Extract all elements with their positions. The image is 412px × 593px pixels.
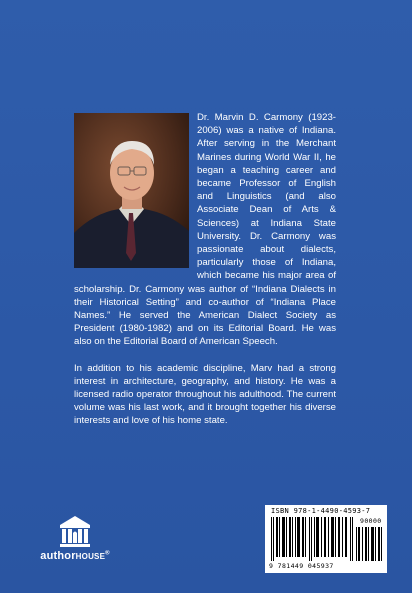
ean-barcode-bars [271, 517, 353, 561]
author-photo [74, 113, 189, 268]
publisher-name-prefix: author [40, 550, 76, 562]
price-code-digits: 90000 [360, 517, 382, 525]
isbn-barcode [265, 505, 387, 573]
barcode-digits: 9 781449 045937 [269, 562, 334, 570]
registered-mark: ® [105, 550, 110, 557]
author-portrait-image [74, 113, 189, 268]
publisher-logo [30, 514, 120, 576]
publisher-name [30, 550, 120, 562]
publisher-name-suffix: HOUSE [75, 552, 106, 561]
bio-paragraph-1: Dr. Marvin D. Carmony (1923-2006) was a native of Indiana. After serving in the Merchant Marines during World War II, he began a teaching career and became Professor of English and Linguistics (and also Associate Dean of Arts & Sciences) at Indiana State University. Dr. Carmony was passionate about dialects, particularly those of Indiana, which became his major area of scholarship. Dr. Carmony was author of “Indiana Dialects in their Historical Setting” and co-author of “Indiana Place Names.” He served the American Dialect Society as President (1980-1982) and on its Editorial Board. He was also on the Editorial Board of American Speech. [74, 112, 336, 348]
authorhouse-house-icon [58, 514, 92, 548]
bio-paragraph-2: In addition to his academic discipline, Marv had a strong interest in architecture, geography, and history. He was a licensed radio operator throughout his adulthood. The current volume was his last work, and it brought together his diverse interests and love of his home state. [74, 362, 336, 427]
author-biography [74, 111, 336, 428]
isbn-label: ISBN 978-1-4490-4593-7 [271, 507, 371, 515]
